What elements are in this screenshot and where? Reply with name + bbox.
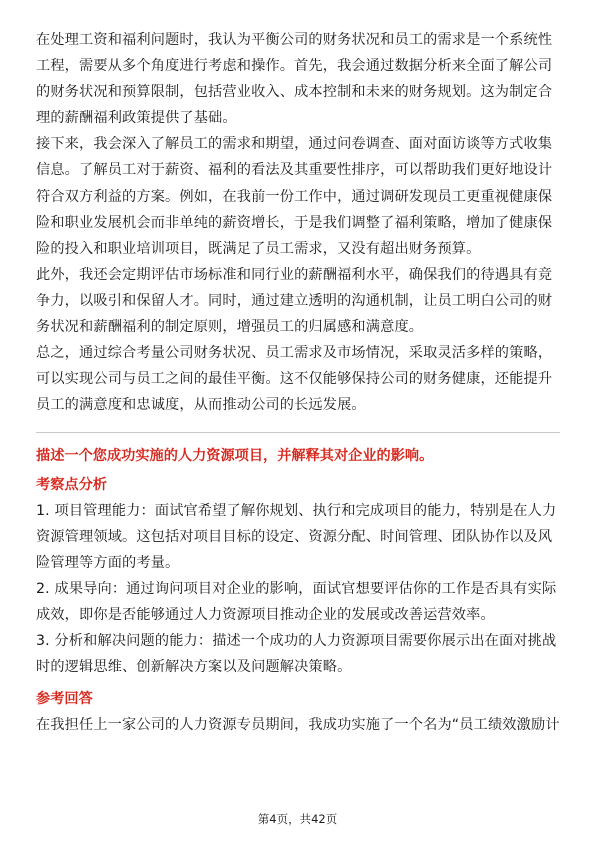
answer-title: 参考回答 (36, 691, 93, 708)
analysis-item: 3. 分析和解决问题的能力：描述一个成功的人力资源项目需要你展示出在面对挑战时的逻辑思维、创新解决方案以及问题解决策略。 (36, 633, 557, 676)
section-divider (36, 432, 560, 433)
analysis-item: 1. 项目管理能力：面试官希望了解你规划、执行和完成项目的能力，特别是在人力资源管理领域。这包括对项目目标的设定、资源分配、时间管理、团队协作以及风险管理等方面的考量。 (36, 502, 557, 571)
intro-paragraph: 此外，我还会定期评估市场标准和同行业的薪酬福利水平，确保我们的待遇具有竞争力，以吸引和保留人才。同时，通过建立透明的沟通机制，让员工明白公司的财务状况和薪酬福利的制定原则，增强员工的归属感和满意度。 (36, 266, 553, 336)
intro-paragraph: 接下来，我会深入了解员工的需求和期望，通过问卷调查、面对面访谈等方式收集信息。了解员工对于薪资、福利的看法及其重要性排序，可以帮助我们更好地设计符合双方利益的方案。例如，在我前一份工作中，通过调研发现员工更重视健康保险和职业发展机会而非单纯的薪资增长，于是我们调整了福利策略，增加了健康保险的投入和职业培训项目，既满足了员工需求，又没有超出财务预算。 (36, 136, 553, 257)
intro-paragraph: 在处理工资和福利问题时，我认为平衡公司的财务状况和员工的需求是一个系统性工程，需要从多个角度进行考虑和操作。首先，我会通过数据分析来全面了解公司的财务状况和预算限制，包括营业收入、成本控制和未来的财务规划。这为制定合理的薪酬福利政策提供了基础。 (36, 32, 553, 127)
answer-paragraph: 在我担任上一家公司的人力资源专员期间，我成功实施了一个名为“员工绩效激励计 (36, 717, 560, 734)
analysis-title: 考察点分析 (36, 476, 107, 493)
intro-paragraph: 总之，通过综合考量公司财务状况、员工需求及市场情况，采取灵活多样的策略，可以实现公司与员工之间的最佳平衡。这不仅能够保持公司的财务健康，还能提升员工的满意度和忠诚度，从而推动公司的长远发展。 (36, 345, 553, 414)
page-content (36, 27, 560, 738)
page-number-footer: 第4页，共42页 (257, 812, 338, 826)
question-heading: 描述一个您成功实施的人力资源项目，并解释其对企业的影响。 (36, 448, 434, 465)
analysis-item: 2. 成果导向：通过询问项目对企业的影响，面试官想要评估你的工作是否具有实际成效，即你是否能够通过人力资源项目推动企业的发展或改善运营效率。 (36, 580, 557, 623)
